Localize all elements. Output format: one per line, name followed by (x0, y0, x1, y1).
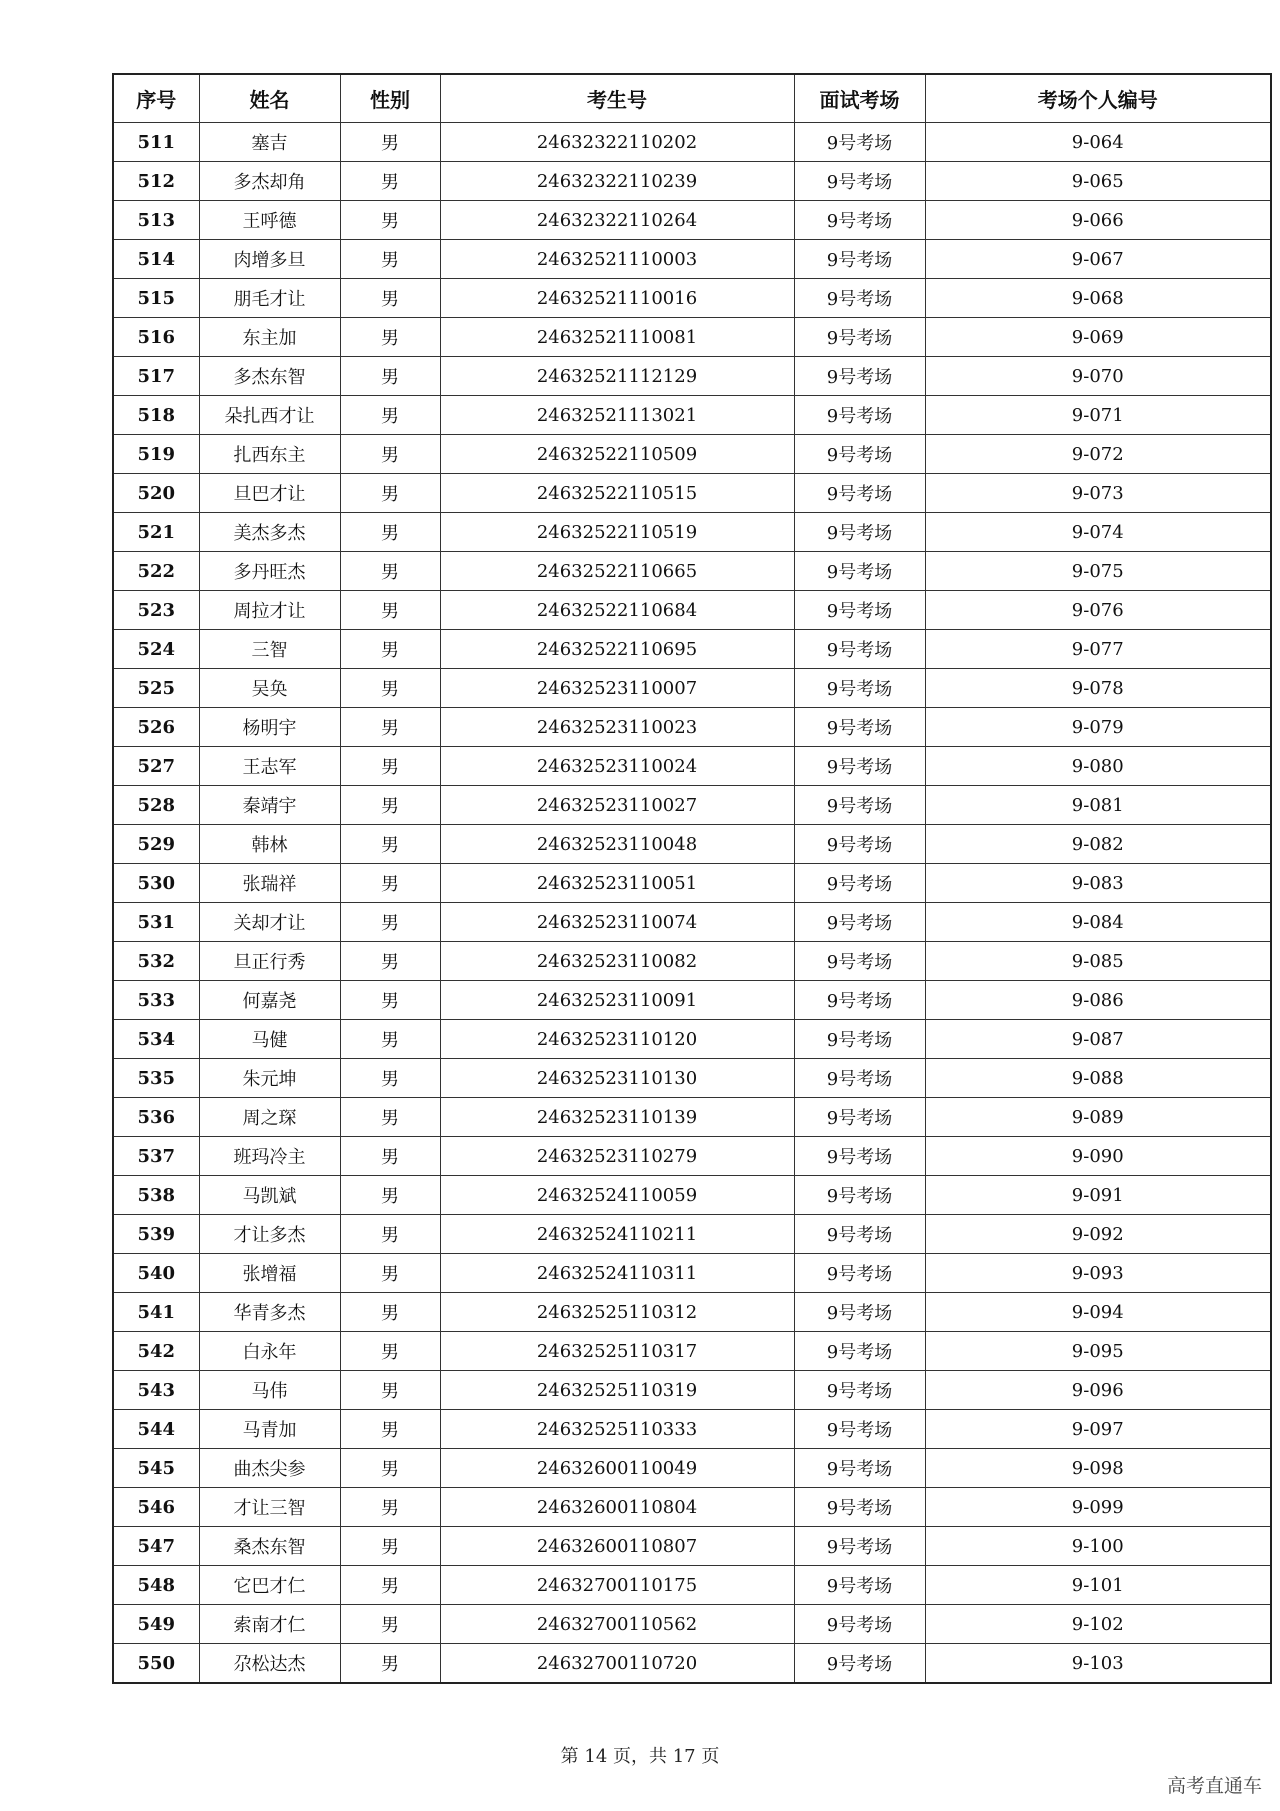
cell-name: 旦正行秀 (199, 942, 340, 981)
cell-seat-code: 9-069 (925, 318, 1271, 357)
header-candidate-number: 考生号 (440, 74, 794, 123)
cell-seq: 531 (113, 903, 199, 942)
table-header-row (113, 74, 1271, 123)
header-seat-code: 考场个人编号 (925, 74, 1271, 123)
cell-seat-code: 9-102 (925, 1605, 1271, 1644)
cell-seat-code: 9-078 (925, 669, 1271, 708)
cell-interview-room: 9号考场 (794, 1020, 925, 1059)
cell-seq: 533 (113, 981, 199, 1020)
cell-interview-room: 9号考场 (794, 1215, 925, 1254)
cell-name: 它巴才仁 (199, 1566, 340, 1605)
cell-seq: 523 (113, 591, 199, 630)
table-row (113, 240, 1271, 279)
cell-seq: 526 (113, 708, 199, 747)
cell-interview-room: 9号考场 (794, 201, 925, 240)
cell-interview-room: 9号考场 (794, 669, 925, 708)
cell-seat-code: 9-101 (925, 1566, 1271, 1605)
cell-interview-room: 9号考场 (794, 162, 925, 201)
cell-name: 关却才让 (199, 903, 340, 942)
cell-seat-code: 9-103 (925, 1644, 1271, 1684)
cell-seat-code: 9-091 (925, 1176, 1271, 1215)
cell-candidate-number: 24632524110311 (440, 1254, 794, 1293)
table-row (113, 513, 1271, 552)
cell-seq: 517 (113, 357, 199, 396)
cell-interview-room: 9号考场 (794, 318, 925, 357)
cell-seq: 539 (113, 1215, 199, 1254)
cell-candidate-number: 24632523110007 (440, 669, 794, 708)
header-name: 姓名 (199, 74, 340, 123)
cell-gender: 男 (340, 1488, 440, 1527)
cell-gender: 男 (340, 318, 440, 357)
cell-name: 索南才仁 (199, 1605, 340, 1644)
cell-interview-room: 9号考场 (794, 981, 925, 1020)
header-seq: 序号 (113, 74, 199, 123)
cell-seat-code: 9-082 (925, 825, 1271, 864)
cell-gender: 男 (340, 630, 440, 669)
cell-candidate-number: 24632523110027 (440, 786, 794, 825)
cell-name: 周拉才让 (199, 591, 340, 630)
cell-candidate-number: 24632525110312 (440, 1293, 794, 1332)
cell-interview-room: 9号考场 (794, 786, 925, 825)
cell-candidate-number: 24632524110211 (440, 1215, 794, 1254)
cell-seq: 514 (113, 240, 199, 279)
cell-gender: 男 (340, 1020, 440, 1059)
table-row (113, 669, 1271, 708)
cell-gender: 男 (340, 123, 440, 162)
cell-seq: 520 (113, 474, 199, 513)
header-interview-room: 面试考场 (794, 74, 925, 123)
cell-name: 王呼德 (199, 201, 340, 240)
cell-seat-code: 9-074 (925, 513, 1271, 552)
table-row (113, 1644, 1271, 1684)
table-row (113, 1098, 1271, 1137)
cell-interview-room: 9号考场 (794, 240, 925, 279)
cell-seat-code: 9-100 (925, 1527, 1271, 1566)
cell-interview-room: 9号考场 (794, 1488, 925, 1527)
cell-candidate-number: 24632525110319 (440, 1371, 794, 1410)
cell-seat-code: 9-064 (925, 123, 1271, 162)
cell-gender: 男 (340, 1215, 440, 1254)
table-row (113, 1020, 1271, 1059)
cell-interview-room: 9号考场 (794, 1605, 925, 1644)
cell-seq: 516 (113, 318, 199, 357)
cell-candidate-number: 24632523110048 (440, 825, 794, 864)
cell-interview-room: 9号考场 (794, 1644, 925, 1684)
cell-seat-code: 9-094 (925, 1293, 1271, 1332)
cell-gender: 男 (340, 201, 440, 240)
cell-seq: 524 (113, 630, 199, 669)
cell-interview-room: 9号考场 (794, 630, 925, 669)
cell-seat-code: 9-079 (925, 708, 1271, 747)
cell-candidate-number: 24632521110016 (440, 279, 794, 318)
cell-interview-room: 9号考场 (794, 864, 925, 903)
cell-name: 朋毛才让 (199, 279, 340, 318)
cell-seat-code: 9-085 (925, 942, 1271, 981)
cell-seq: 535 (113, 1059, 199, 1098)
watermark-text: 高考直通车 (1166, 1775, 1262, 1797)
cell-candidate-number: 24632523110279 (440, 1137, 794, 1176)
cell-interview-room: 9号考场 (794, 1098, 925, 1137)
cell-candidate-number: 24632522110515 (440, 474, 794, 513)
cell-candidate-number: 24632322110239 (440, 162, 794, 201)
cell-seq: 546 (113, 1488, 199, 1527)
cell-seat-code: 9-093 (925, 1254, 1271, 1293)
cell-gender: 男 (340, 669, 440, 708)
cell-interview-room: 9号考场 (794, 903, 925, 942)
cell-interview-room: 9号考场 (794, 1137, 925, 1176)
table-row (113, 396, 1271, 435)
cell-seq: 544 (113, 1410, 199, 1449)
table-row (113, 981, 1271, 1020)
cell-name: 三智 (199, 630, 340, 669)
table-row (113, 318, 1271, 357)
cell-seat-code: 9-072 (925, 435, 1271, 474)
cell-seq: 530 (113, 864, 199, 903)
table-row (113, 1410, 1271, 1449)
cell-gender: 男 (340, 357, 440, 396)
cell-seat-code: 9-071 (925, 396, 1271, 435)
cell-gender: 男 (340, 1293, 440, 1332)
cell-seq: 512 (113, 162, 199, 201)
cell-interview-room: 9号考场 (794, 279, 925, 318)
cell-name: 马健 (199, 1020, 340, 1059)
cell-candidate-number: 24632523110130 (440, 1059, 794, 1098)
cell-seat-code: 9-092 (925, 1215, 1271, 1254)
table-row (113, 942, 1271, 981)
cell-seat-code: 9-087 (925, 1020, 1271, 1059)
header-gender: 性别 (340, 74, 440, 123)
cell-gender: 男 (340, 1644, 440, 1684)
cell-candidate-number: 24632322110264 (440, 201, 794, 240)
table-row (113, 1488, 1271, 1527)
cell-candidate-number: 24632523110024 (440, 747, 794, 786)
cell-gender: 男 (340, 786, 440, 825)
table-row (113, 435, 1271, 474)
cell-gender: 男 (340, 1059, 440, 1098)
cell-name: 桑杰东智 (199, 1527, 340, 1566)
table-row (113, 1215, 1271, 1254)
cell-seat-code: 9-065 (925, 162, 1271, 201)
cell-candidate-number: 24632524110059 (440, 1176, 794, 1215)
cell-interview-room: 9号考场 (794, 825, 925, 864)
cell-name: 朵扎西才让 (199, 396, 340, 435)
cell-gender: 男 (340, 1410, 440, 1449)
cell-seq: 536 (113, 1098, 199, 1137)
table-row (113, 591, 1271, 630)
cell-interview-room: 9号考场 (794, 591, 925, 630)
cell-gender: 男 (340, 1605, 440, 1644)
cell-candidate-number: 24632523110082 (440, 942, 794, 981)
cell-name: 秦靖宇 (199, 786, 340, 825)
cell-name: 何嘉尧 (199, 981, 340, 1020)
cell-seat-code: 9-077 (925, 630, 1271, 669)
cell-interview-room: 9号考场 (794, 1410, 925, 1449)
table-row (113, 552, 1271, 591)
cell-seat-code: 9-066 (925, 201, 1271, 240)
cell-interview-room: 9号考场 (794, 1293, 925, 1332)
cell-name: 才让三智 (199, 1488, 340, 1527)
cell-seat-code: 9-067 (925, 240, 1271, 279)
cell-seat-code: 9-075 (925, 552, 1271, 591)
cell-gender: 男 (340, 396, 440, 435)
cell-candidate-number: 24632700110175 (440, 1566, 794, 1605)
cell-seat-code: 9-096 (925, 1371, 1271, 1410)
cell-name: 班玛冷主 (199, 1137, 340, 1176)
cell-name: 曲杰尖参 (199, 1449, 340, 1488)
cell-candidate-number: 24632523110074 (440, 903, 794, 942)
cell-candidate-number: 24632522110695 (440, 630, 794, 669)
cell-gender: 男 (340, 162, 440, 201)
table-row (113, 825, 1271, 864)
table-row (113, 1371, 1271, 1410)
cell-candidate-number: 24632600110049 (440, 1449, 794, 1488)
table-row (113, 903, 1271, 942)
table-row (113, 123, 1271, 162)
cell-interview-room: 9号考场 (794, 1449, 925, 1488)
table-row (113, 1293, 1271, 1332)
cell-seq: 537 (113, 1137, 199, 1176)
cell-gender: 男 (340, 1137, 440, 1176)
cell-gender: 男 (340, 552, 440, 591)
cell-seq: 542 (113, 1332, 199, 1371)
cell-interview-room: 9号考场 (794, 552, 925, 591)
cell-interview-room: 9号考场 (794, 474, 925, 513)
cell-gender: 男 (340, 279, 440, 318)
cell-seq: 549 (113, 1605, 199, 1644)
cell-gender: 男 (340, 981, 440, 1020)
cell-gender: 男 (340, 1371, 440, 1410)
table-row (113, 708, 1271, 747)
cell-seat-code: 9-088 (925, 1059, 1271, 1098)
cell-seq: 511 (113, 123, 199, 162)
cell-name: 多杰东智 (199, 357, 340, 396)
cell-gender: 男 (340, 1566, 440, 1605)
cell-interview-room: 9号考场 (794, 1566, 925, 1605)
cell-name: 多杰却角 (199, 162, 340, 201)
cell-seat-code: 9-084 (925, 903, 1271, 942)
table-row (113, 1059, 1271, 1098)
cell-seq: 525 (113, 669, 199, 708)
cell-seat-code: 9-095 (925, 1332, 1271, 1371)
cell-candidate-number: 24632700110562 (440, 1605, 794, 1644)
cell-gender: 男 (340, 864, 440, 903)
table-row (113, 786, 1271, 825)
table-row (113, 747, 1271, 786)
cell-gender: 男 (340, 1098, 440, 1137)
cell-interview-room: 9号考场 (794, 708, 925, 747)
cell-interview-room: 9号考场 (794, 396, 925, 435)
cell-candidate-number: 24632523110091 (440, 981, 794, 1020)
cell-name: 华青多杰 (199, 1293, 340, 1332)
cell-name: 马青加 (199, 1410, 340, 1449)
cell-candidate-number: 24632523110023 (440, 708, 794, 747)
cell-seq: 521 (113, 513, 199, 552)
cell-candidate-number: 24632600110804 (440, 1488, 794, 1527)
cell-gender: 男 (340, 513, 440, 552)
cell-seat-code: 9-080 (925, 747, 1271, 786)
cell-interview-room: 9号考场 (794, 1527, 925, 1566)
cell-interview-room: 9号考场 (794, 1176, 925, 1215)
cell-gender: 男 (340, 747, 440, 786)
table-row (113, 474, 1271, 513)
cell-seq: 541 (113, 1293, 199, 1332)
cell-gender: 男 (340, 1449, 440, 1488)
cell-candidate-number: 24632523110139 (440, 1098, 794, 1137)
cell-seq: 547 (113, 1527, 199, 1566)
cell-gender: 男 (340, 591, 440, 630)
cell-interview-room: 9号考场 (794, 1332, 925, 1371)
cell-candidate-number: 24632522110519 (440, 513, 794, 552)
cell-candidate-number: 24632522110665 (440, 552, 794, 591)
cell-seq: 515 (113, 279, 199, 318)
cell-name: 张瑞祥 (199, 864, 340, 903)
cell-name: 尕松达杰 (199, 1644, 340, 1684)
cell-candidate-number: 24632525110317 (440, 1332, 794, 1371)
cell-seat-code: 9-073 (925, 474, 1271, 513)
cell-seq: 543 (113, 1371, 199, 1410)
cell-candidate-number: 24632523110051 (440, 864, 794, 903)
table-row (113, 1176, 1271, 1215)
cell-name: 韩林 (199, 825, 340, 864)
table-body (113, 123, 1271, 1684)
cell-interview-room: 9号考场 (794, 1059, 925, 1098)
cell-gender: 男 (340, 1176, 440, 1215)
cell-candidate-number: 24632600110807 (440, 1527, 794, 1566)
table-row (113, 1332, 1271, 1371)
cell-interview-room: 9号考场 (794, 123, 925, 162)
table-row (113, 279, 1271, 318)
table-row (113, 1605, 1271, 1644)
cell-name: 杨明宇 (199, 708, 340, 747)
cell-seq: 527 (113, 747, 199, 786)
cell-candidate-number: 24632700110720 (440, 1644, 794, 1684)
table-row (113, 357, 1271, 396)
cell-seat-code: 9-097 (925, 1410, 1271, 1449)
cell-seq: 545 (113, 1449, 199, 1488)
cell-seq: 522 (113, 552, 199, 591)
cell-seat-code: 9-090 (925, 1137, 1271, 1176)
cell-name: 扎西东主 (199, 435, 340, 474)
cell-name: 东主加 (199, 318, 340, 357)
cell-seq: 528 (113, 786, 199, 825)
cell-seq: 513 (113, 201, 199, 240)
cell-candidate-number: 24632525110333 (440, 1410, 794, 1449)
cell-interview-room: 9号考场 (794, 747, 925, 786)
cell-seat-code: 9-076 (925, 591, 1271, 630)
cell-seq: 529 (113, 825, 199, 864)
cell-seat-code: 9-099 (925, 1488, 1271, 1527)
cell-interview-room: 9号考场 (794, 357, 925, 396)
cell-gender: 男 (340, 1332, 440, 1371)
cell-candidate-number: 24632521110003 (440, 240, 794, 279)
cell-seq: 550 (113, 1644, 199, 1684)
table-row (113, 1566, 1271, 1605)
cell-seat-code: 9-068 (925, 279, 1271, 318)
cell-candidate-number: 24632522110509 (440, 435, 794, 474)
cell-name: 马凯斌 (199, 1176, 340, 1215)
cell-candidate-number: 24632322110202 (440, 123, 794, 162)
cell-candidate-number: 24632523110120 (440, 1020, 794, 1059)
cell-seat-code: 9-098 (925, 1449, 1271, 1488)
cell-name: 张增福 (199, 1254, 340, 1293)
cell-seat-code: 9-070 (925, 357, 1271, 396)
cell-candidate-number: 24632521113021 (440, 396, 794, 435)
cell-name: 塞吉 (199, 123, 340, 162)
cell-gender: 男 (340, 240, 440, 279)
cell-seat-code: 9-086 (925, 981, 1271, 1020)
cell-seq: 538 (113, 1176, 199, 1215)
cell-interview-room: 9号考场 (794, 513, 925, 552)
cell-name: 白永年 (199, 1332, 340, 1371)
table-row (113, 864, 1271, 903)
cell-name: 马伟 (199, 1371, 340, 1410)
table-row (113, 1137, 1271, 1176)
cell-gender: 男 (340, 1527, 440, 1566)
page-number: 第 14 页，共 17 页 (560, 1746, 720, 1767)
cell-gender: 男 (340, 435, 440, 474)
cell-name: 多丹旺杰 (199, 552, 340, 591)
cell-gender: 男 (340, 1254, 440, 1293)
cell-seq: 519 (113, 435, 199, 474)
cell-seq: 534 (113, 1020, 199, 1059)
cell-interview-room: 9号考场 (794, 435, 925, 474)
cell-interview-room: 9号考场 (794, 1254, 925, 1293)
cell-candidate-number: 24632521110081 (440, 318, 794, 357)
cell-interview-room: 9号考场 (794, 942, 925, 981)
cell-gender: 男 (340, 708, 440, 747)
cell-candidate-number: 24632521112129 (440, 357, 794, 396)
cell-name: 才让多杰 (199, 1215, 340, 1254)
cell-name: 肉增多旦 (199, 240, 340, 279)
table-row (113, 630, 1271, 669)
table-row (113, 1254, 1271, 1293)
cell-name: 美杰多杰 (199, 513, 340, 552)
cell-gender: 男 (340, 942, 440, 981)
cell-gender: 男 (340, 903, 440, 942)
cell-name: 朱元坤 (199, 1059, 340, 1098)
cell-interview-room: 9号考场 (794, 1371, 925, 1410)
table-row (113, 1527, 1271, 1566)
cell-gender: 男 (340, 474, 440, 513)
cell-candidate-number: 24632522110684 (440, 591, 794, 630)
cell-name: 周之琛 (199, 1098, 340, 1137)
cell-seat-code: 9-089 (925, 1098, 1271, 1137)
cell-seq: 532 (113, 942, 199, 981)
cell-seq: 518 (113, 396, 199, 435)
table-row (113, 162, 1271, 201)
cell-name: 王志军 (199, 747, 340, 786)
cell-name: 吴奂 (199, 669, 340, 708)
cell-seq: 548 (113, 1566, 199, 1605)
cell-name: 旦巴才让 (199, 474, 340, 513)
cell-seat-code: 9-081 (925, 786, 1271, 825)
candidate-roster-table (112, 73, 1272, 1684)
cell-seq: 540 (113, 1254, 199, 1293)
table-row (113, 1449, 1271, 1488)
cell-gender: 男 (340, 825, 440, 864)
cell-seat-code: 9-083 (925, 864, 1271, 903)
table-row (113, 201, 1271, 240)
